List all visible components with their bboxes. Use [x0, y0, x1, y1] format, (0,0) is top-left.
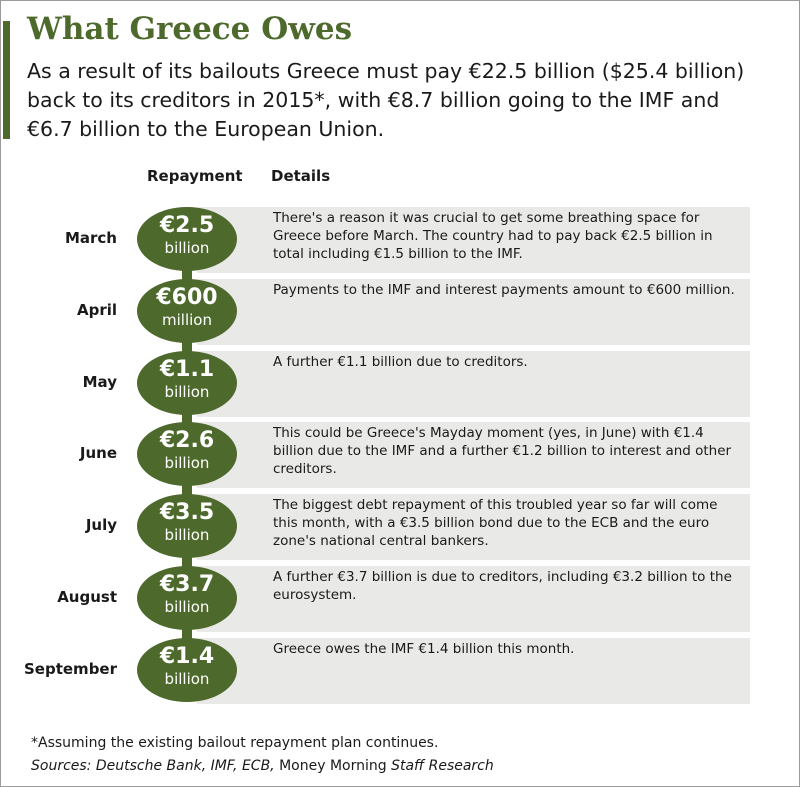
month-label: July — [85, 516, 117, 535]
amount-unit: billion — [164, 526, 210, 545]
month-label: June — [79, 444, 117, 463]
detail-text: Greece owes the IMF €1.4 billion this month. — [273, 640, 575, 657]
month-label: April — [76, 300, 117, 319]
detail-text: A further €3.7 billion is due to creditors, including €3.2 billion to the eurosystem. — [273, 569, 732, 603]
detail-text: Payments to the IMF and interest payments amount to €600 million. — [273, 281, 735, 298]
amount-badge — [137, 638, 237, 702]
amount-unit: billion — [164, 454, 210, 473]
amount-badge — [137, 351, 237, 415]
repayment-row — [1, 351, 800, 423]
chart-title: What Greece Owes — [27, 11, 353, 47]
title-accent-bar — [3, 21, 10, 139]
amount-value: €3.5 — [159, 500, 215, 526]
month-label: September — [24, 659, 117, 678]
chart-subtitle: As a result of its bailouts Greece must pay €22.5 billion ($25.4 billion) back to its creditors in 2015*, with €8.7 billion going to the IMF and €6.7 billion to the European Union. — [27, 59, 745, 141]
repayment-row — [1, 494, 800, 566]
amount-value: €1.4 — [159, 643, 215, 669]
detail-text: A further €1.1 billion due to creditors. — [273, 353, 528, 370]
detail-text: There's a reason it was crucial to get some breathing space for Greece before March. The country had to pay back €2.5 billion in total including €1.5 billion to the IMF. — [273, 210, 713, 262]
repayment-row — [1, 638, 800, 710]
repayment-row — [1, 207, 800, 279]
repayment-row — [1, 566, 800, 638]
amount-value: €1.1 — [159, 356, 215, 382]
amount-unit: billion — [164, 382, 210, 401]
detail-text: This could be Greece's Mayday moment (yes, in June) with €1.4 billion due to the IMF and a further €1.2 billion to interest and other creditors. — [273, 425, 732, 478]
sources-line — [31, 758, 494, 774]
amount-unit: billion — [164, 239, 210, 257]
amount-value: €600 — [156, 284, 218, 310]
amount-value: €3.7 — [159, 572, 215, 597]
amount-badge — [137, 279, 237, 343]
month-label: August — [57, 588, 117, 606]
column-header-repayment: Repayment — [147, 167, 243, 185]
repayment-row — [1, 279, 800, 351]
detail-text: The biggest debt repayment of this troubled year so far will come this month, with a €3.5 billion bond due to the ECB and the euro zone's national central bankers. — [273, 497, 718, 550]
footnote: *Assuming the existing bailout repayment plan continues. — [31, 735, 439, 751]
sources-prefix: Sources: Deutsche Bank, IMF, ECB, — [31, 758, 275, 774]
month-label: May — [82, 372, 117, 391]
sources-suffix: Staff Research — [391, 758, 494, 774]
month-label: March — [64, 229, 117, 247]
amount-badge — [137, 566, 237, 630]
amount-value: €2.6 — [159, 428, 215, 454]
amount-badge — [137, 207, 237, 271]
column-header-details: Details — [271, 167, 331, 185]
amount-badge — [137, 422, 237, 486]
amount-unit: billion — [164, 598, 210, 616]
amount-value: €2.5 — [159, 213, 215, 238]
repayment-row — [1, 422, 800, 494]
sources-publisher: Money Morning — [274, 758, 392, 774]
amount-badge — [137, 494, 237, 558]
amount-unit: million — [162, 310, 212, 329]
amount-unit: billion — [164, 669, 210, 688]
